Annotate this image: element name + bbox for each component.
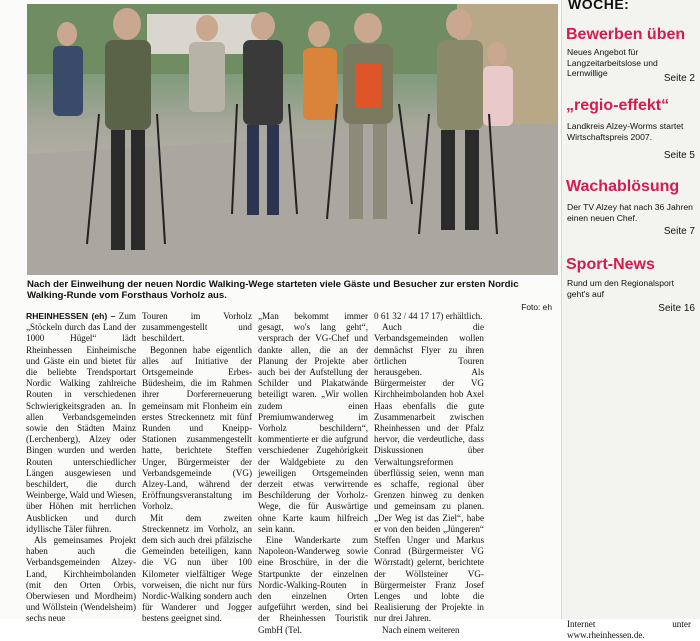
article-paragraph: Begonnen habe eigentlich alles auf Initiative der Ortsgemeinde Erbes-Büdesheim, die im Rahmen ihrer Dorfererneuerung gemeinsam mit Flonheim ein erstes Streckennetz mit fünf Runden und Kneipp-Stationen zusammengestellt hatte, berichtete Steffen Unger, Bürgermeister der Verbandsgemeinde (VG) Alzey-Land, während der Eröffnungsveranstaltung im Vorholz. bbox=[142, 344, 252, 512]
sidebar-teaser: Der TV Alzey hat nach 36 Jahren einen neuen Chef. bbox=[567, 202, 693, 223]
article-paragraph: Auch die Verbandsgemeinden wollen demnächst Flyer zu ihren örtlichen Touren herausgeben. Als Bürgermeister der VG Kirchheimbolanden hob Axel Haas ebenfalls die gute Zusammenarbeit zwischen Rheinhessen und der Pfalz hervor, die verdeutliche, dass Diskussionen über Verwaltungsreformen überflüssig seien, wenn man es schaffe, regional über Grenzen hinweg zu denken und gemeinsam zu planen. „Der Weg ist das Ziel“, habe er von den beiden „Jüngeren“ Steffen Unger und Markus Conrad (Bürgermeister VG Wörrstadt) gelernt, berichtete der Wöllsteiner VG-Bürgermeister Franz Josef Lenges und lobte die Realisierung der Projekte in nur drei Jahren. bbox=[374, 322, 484, 624]
sidebar-headline[interactable]: „regio-effekt“ bbox=[566, 97, 670, 114]
article-paragraph: Mit dem zweiten Streckennetz im Vorholz, an dem sich auch drei pfälzische Gemeinden beteiligen, kann die VG nun über 100 Kilometer vielfältiger Wege vorweisen, die nicht nur fürs Nordic-Walking sondern auch für Wanderer und Jogger bestens geeignet sind. bbox=[142, 512, 252, 624]
photo-caption: Nach der Einweihung der neuen Nordic Walking-Wege starteten viele Gäste und Besucher zur ersten Nordic Walking-Runde vom Forsthaus Vorholz aus. bbox=[27, 279, 519, 301]
article-column-4 bbox=[374, 311, 484, 636]
sidebar-page-ref: Seite 5 bbox=[663, 150, 695, 161]
article-column-3 bbox=[258, 311, 368, 636]
sidebar-teaser: Neues Angebot für Langzeitarbeitslose und Lernwillige bbox=[567, 47, 658, 78]
sidebar-teaser: Landkreis Alzey-Worms startet Wirtschaftspreis 2007. bbox=[567, 121, 684, 142]
article-paragraph: Nach einem weiteren bbox=[382, 624, 460, 635]
sidebar-headline[interactable]: Bewerben üben bbox=[566, 26, 686, 43]
sidebar-page-ref: Seite 16 bbox=[658, 303, 695, 314]
article-column-1 bbox=[26, 311, 136, 625]
article-paragraph: Touren im Vorholz zusammengestellt und beschildert. bbox=[142, 311, 252, 344]
sidebar-title: WOCHE: bbox=[568, 0, 630, 12]
article-column-2 bbox=[142, 311, 252, 625]
article-paragraph: Eine Wanderkarte zum Napoleon-Wanderweg sowie eine Broschüre, in der die Startpunkte der einzelnen Nordic-Walking-Routen in den einzelnen Orten aufgeführt werden, sind bei der Rheinhessen Touristik GmbH (Tel. bbox=[258, 535, 368, 635]
group-photo bbox=[27, 4, 558, 275]
article-paragraph: „Man bekommt immer gesagt, wo's lang geht“, versprach der VG-Chef und dankte allen, die an der Planung der Projekte aber auch bei der Aufstellung der Schilder und Plakatwände beteiligt waren. „Wir wollen zudem einen Premiumwanderweg im Vorholz beschildern“, kommentierte er die aufgrund verschiedener Zugehörigkeit der Waldgebiete zu den jeweiligen Ortsgemeinden derzeit etwas verwirrende Beschilderung der Vorholz-Wege, die für Auswärtige ohne Karte kaum hilfreich sein kann. bbox=[258, 311, 368, 534]
sidebar-teaser: Rund um den Regionalsport geht's auf bbox=[567, 278, 675, 299]
week-sidebar bbox=[561, 0, 700, 619]
sidebar-headline[interactable]: Sport-News bbox=[566, 256, 655, 273]
article-paragraph: Als gemeinsames Projekt haben auch die Verbandsgemeinden Alzey-Land, Kirchheimbolanden (mit den Orten Orbis, Oberwiesen und Mordheim) und Wöllstein (Wendelsheim) sechs neue bbox=[26, 535, 136, 624]
article-paragraph: Internet unter www.rheinhessen.de. bbox=[567, 618, 691, 641]
sidebar-page-ref: Seite 2 bbox=[663, 73, 695, 84]
dateline: RHEINHESSEN (eh) – bbox=[26, 311, 116, 321]
sidebar-headline[interactable]: Wachablösung bbox=[566, 178, 680, 195]
photo-credit: Foto: eh bbox=[521, 302, 552, 312]
walkers-illustration bbox=[27, 4, 558, 275]
sidebar-page-ref: Seite 7 bbox=[663, 226, 695, 237]
article-paragraph: RHEINHESSEN (eh) – Zum „Stöckeln durch das Land der 1000 Hügel“ lädt Rheinhessen Einheimische und Gäste ein und bietet für die beliebte Trendsportart Nordic Walking zahlreiche Routen in verschiedenen Schwierigkeitsgraden an. In allen Verbandsgemeinden sowie den Städten Mainz (Lerchenberg), Alzey oder Bingen wurden und werden Routen unterschiedlicher Längen ausgewiesen und beschildert, die durch Weinberge, Wald und Wiesen, über Höhen mit herrlichen Ausblicken und durch idyllische Täler führen. bbox=[26, 311, 136, 534]
article-paragraph: 0 61 32 / 44 17 17) erhältlich. bbox=[374, 311, 483, 321]
